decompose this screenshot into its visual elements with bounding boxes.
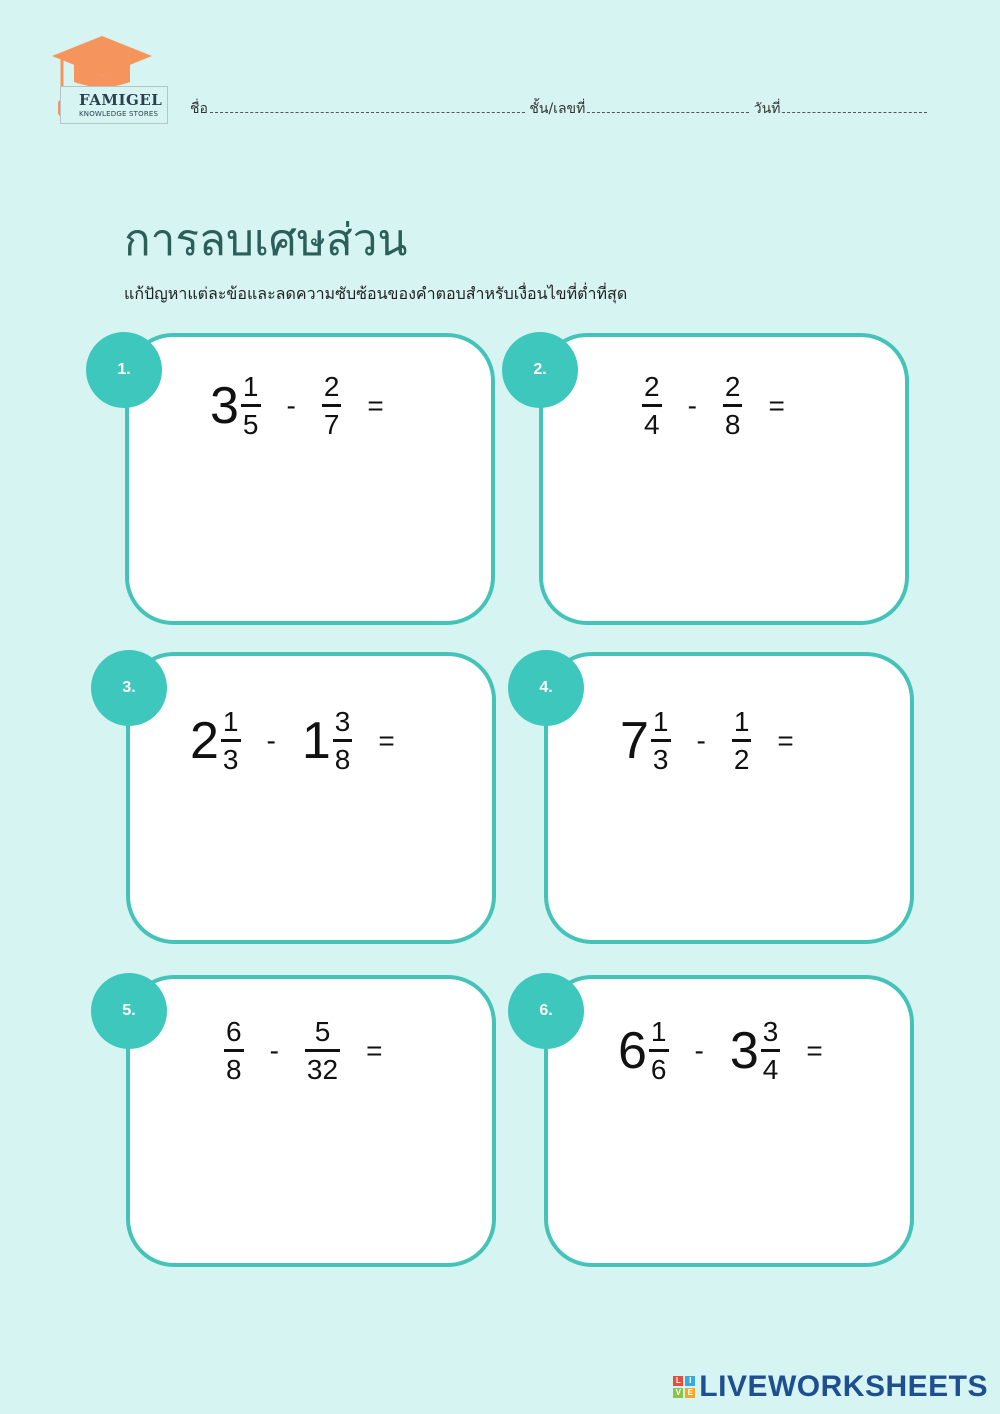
b-fraction xyxy=(322,372,342,439)
a-fraction-bar xyxy=(651,739,671,742)
logo-plate xyxy=(60,86,168,124)
problem-number-badge: 2. xyxy=(502,332,578,408)
b-denominator: 32 xyxy=(306,1053,339,1085)
equals-sign: = xyxy=(378,724,395,756)
date-label: วันที่ xyxy=(753,101,781,117)
logo-tagline: KNOWLEDGE STORES xyxy=(79,110,159,118)
equals-sign: = xyxy=(806,1034,823,1066)
a-numerator: 1 xyxy=(222,706,239,737)
date-line[interactable] xyxy=(782,100,927,113)
logo-name: FAMIGEL xyxy=(79,91,163,109)
b-numerator: 3 xyxy=(334,706,351,737)
minus-sign: - xyxy=(269,1034,279,1066)
icon-letter-l: L xyxy=(673,1376,683,1386)
b-fraction-bar xyxy=(761,1049,781,1052)
equals-sign: = xyxy=(366,1034,383,1066)
a-numerator: 1 xyxy=(650,1016,667,1047)
problem-card-4[interactable] xyxy=(544,652,914,944)
b-denominator: 8 xyxy=(724,408,741,440)
b-denominator: 7 xyxy=(323,408,340,440)
b-fraction xyxy=(723,372,743,439)
student-info-fields xyxy=(190,98,950,120)
b-fraction-bar xyxy=(723,404,743,407)
equals-sign: = xyxy=(768,389,785,421)
b-whole-number: 3 xyxy=(729,1021,759,1080)
b-numerator: 5 xyxy=(314,1016,331,1047)
a-operand xyxy=(620,707,671,774)
a-numerator: 1 xyxy=(652,706,669,737)
a-denominator: 3 xyxy=(222,743,239,775)
b-numerator: 2 xyxy=(724,371,741,402)
a-operand xyxy=(618,1017,669,1084)
b-fraction-bar xyxy=(732,739,752,742)
b-fraction-bar xyxy=(333,739,353,742)
a-fraction-bar xyxy=(221,739,241,742)
a-fraction-bar xyxy=(241,404,261,407)
instructions: แก้ปัญหาแต่ละข้อและลดความซับซ้อนของคำตอบสำหรับเงื่อนไขที่ต่ำที่สุด xyxy=(124,284,628,303)
b-numerator: 2 xyxy=(323,371,340,402)
a-numerator: 2 xyxy=(644,371,660,402)
a-denominator: 6 xyxy=(650,1053,667,1085)
b-numerator: 1 xyxy=(733,706,750,737)
b-fraction-bar xyxy=(322,404,342,407)
problem-number-badge: 4. xyxy=(508,650,584,726)
a-fraction xyxy=(241,372,261,439)
a-numerator: 1 xyxy=(242,371,259,402)
liveworksheets-logo xyxy=(673,1370,988,1404)
a-denominator: 4 xyxy=(644,408,660,440)
b-denominator: 4 xyxy=(762,1053,779,1085)
a-whole-number: 2 xyxy=(190,711,219,770)
b-fraction-bar xyxy=(305,1049,340,1052)
a-fraction xyxy=(649,1017,669,1084)
problem-card-3[interactable] xyxy=(126,652,496,944)
a-fraction-bar xyxy=(642,404,662,407)
liveworksheets-brand: LIVEWORKSHEETS xyxy=(699,1370,988,1403)
page-title: การลบเศษส่วน xyxy=(124,215,408,266)
a-fraction xyxy=(651,707,671,774)
icon-letter-v: V xyxy=(673,1388,683,1398)
minus-sign: - xyxy=(687,389,697,421)
minus-sign: - xyxy=(694,1034,704,1066)
problem-expression xyxy=(224,1017,382,1084)
problem-number-badge: 1. xyxy=(86,332,162,408)
problem-expression xyxy=(618,1017,823,1084)
minus-sign: - xyxy=(696,724,706,756)
a-operand xyxy=(190,707,241,774)
class-label: ชั้น/เลขที่ xyxy=(529,101,586,117)
a-fraction xyxy=(224,1017,244,1084)
problem-number-badge: 3. xyxy=(91,650,167,726)
problem-expression xyxy=(210,372,384,439)
problem-expression xyxy=(620,707,794,774)
b-numerator: 3 xyxy=(762,1016,779,1047)
liveworksheets-icon xyxy=(673,1376,695,1398)
a-numerator: 6 xyxy=(226,1016,242,1047)
problem-number-badge: 5. xyxy=(91,973,167,1049)
a-whole-number: 6 xyxy=(618,1021,647,1080)
a-denominator: 5 xyxy=(242,408,259,440)
b-fraction xyxy=(761,1017,781,1084)
a-fraction-bar xyxy=(649,1049,669,1052)
name-field[interactable] xyxy=(190,98,525,120)
problem-number-badge: 6. xyxy=(508,973,584,1049)
b-operand xyxy=(723,372,743,439)
class-field[interactable] xyxy=(529,98,749,120)
b-denominator: 2 xyxy=(733,743,750,775)
a-operand xyxy=(210,372,261,439)
icon-letter-i: I xyxy=(685,1376,695,1386)
minus-sign: - xyxy=(286,389,296,421)
b-fraction xyxy=(333,707,353,774)
equals-sign: = xyxy=(367,389,384,421)
equals-sign: = xyxy=(777,724,794,756)
b-operand xyxy=(732,707,752,774)
b-fraction xyxy=(305,1017,340,1084)
icon-letter-e: E xyxy=(685,1388,695,1398)
a-fraction xyxy=(221,707,241,774)
famigel-logo xyxy=(52,36,172,128)
a-fraction xyxy=(642,372,662,439)
problem-expression xyxy=(190,707,395,774)
a-operand xyxy=(642,372,662,439)
b-fraction xyxy=(732,707,752,774)
b-whole-number: 1 xyxy=(301,711,331,770)
b-denominator: 8 xyxy=(334,743,351,775)
b-operand xyxy=(305,1017,340,1084)
a-whole-number: 7 xyxy=(620,711,649,770)
a-operand xyxy=(224,1017,244,1084)
b-operand xyxy=(302,707,353,774)
problem-expression xyxy=(642,372,785,439)
a-whole-number: 3 xyxy=(210,376,239,435)
b-operand xyxy=(322,372,342,439)
name-line[interactable] xyxy=(210,100,525,113)
a-denominator: 8 xyxy=(226,1053,242,1085)
name-label: ชื่อ xyxy=(190,101,208,117)
a-denominator: 3 xyxy=(652,743,669,775)
date-field[interactable] xyxy=(754,98,928,120)
b-operand xyxy=(730,1017,781,1084)
a-fraction-bar xyxy=(224,1049,244,1052)
minus-sign: - xyxy=(266,724,276,756)
class-line[interactable] xyxy=(587,100,749,113)
